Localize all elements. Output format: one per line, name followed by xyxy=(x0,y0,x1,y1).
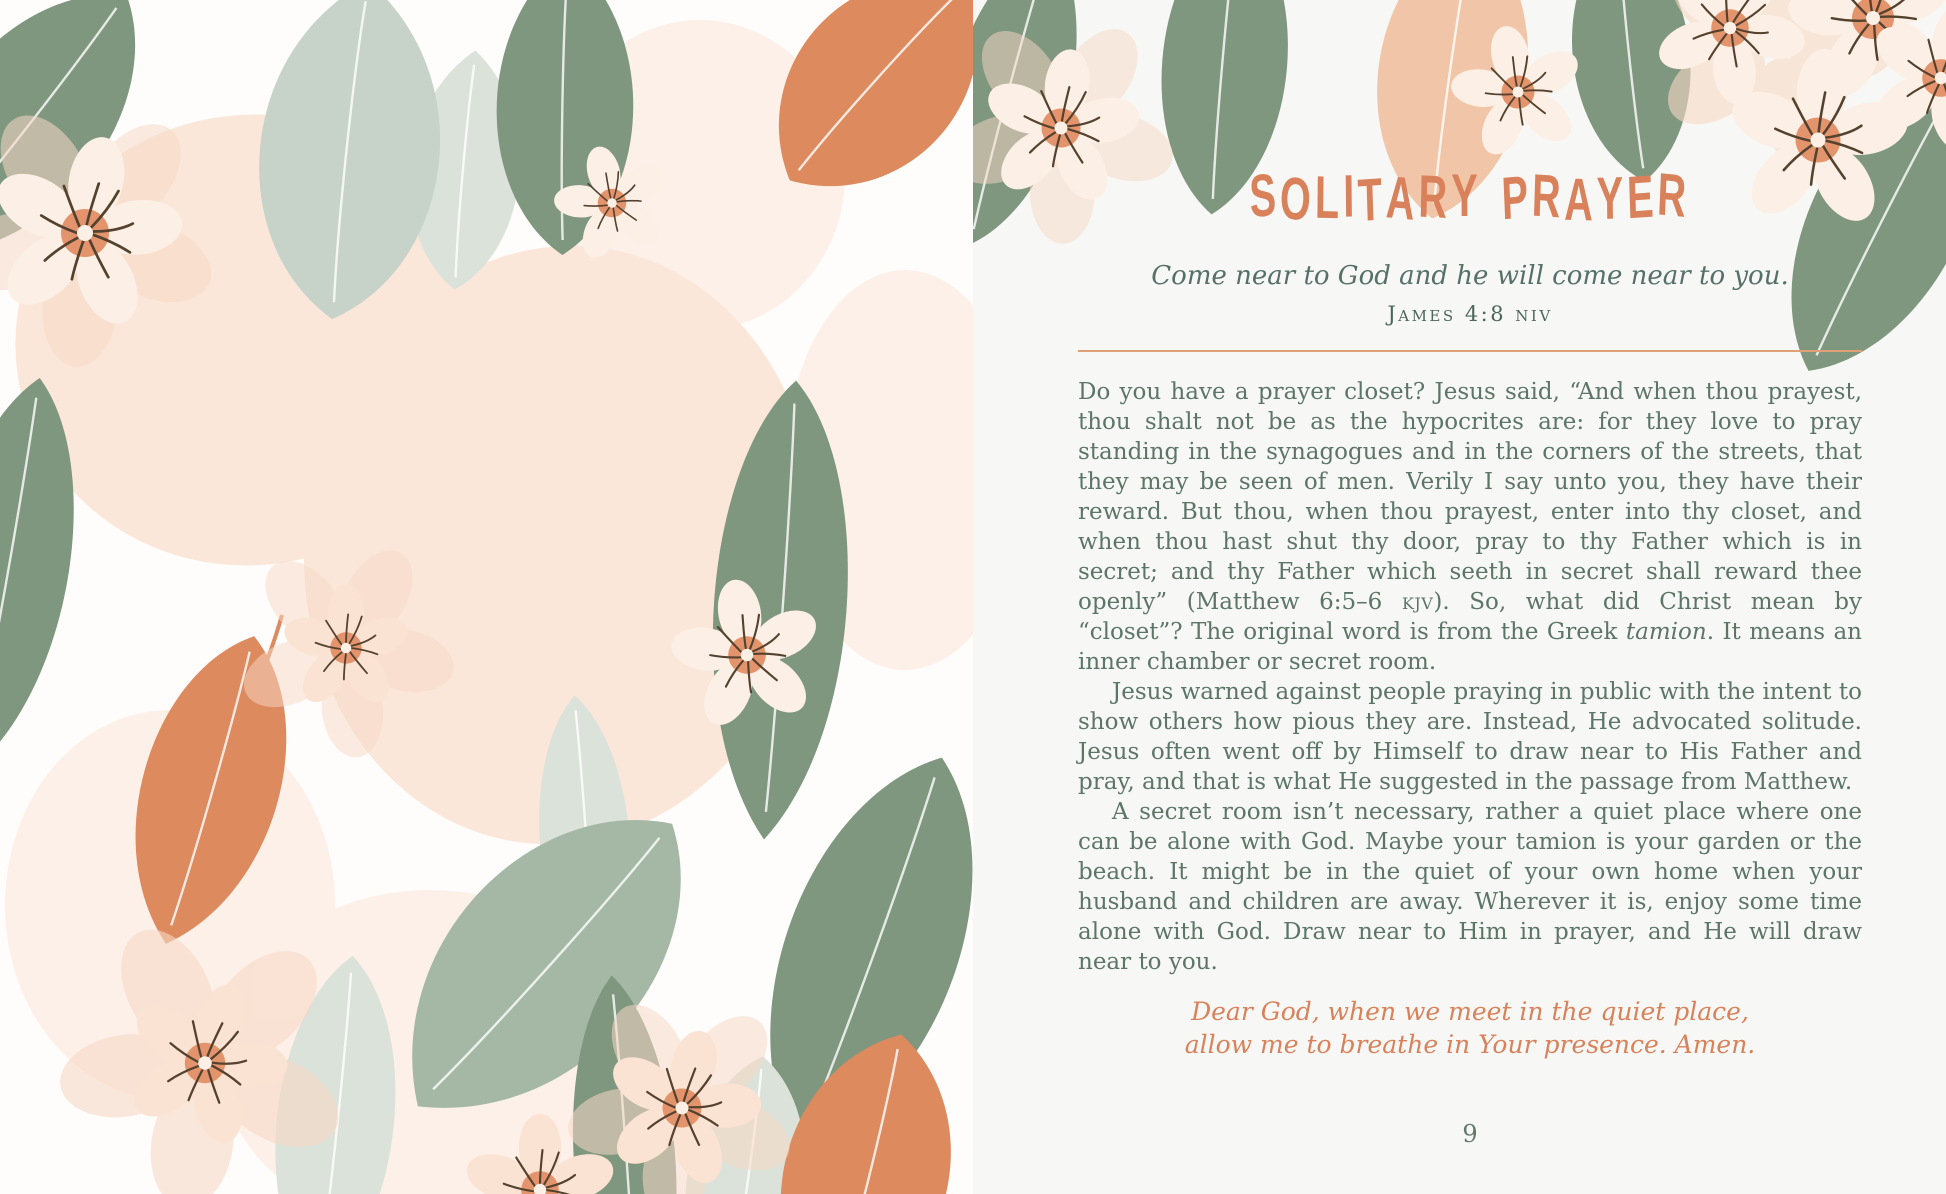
closing-prayer xyxy=(1078,995,1862,1061)
body-paragraph: Do you have a prayer closet? Jesus said, “And when thou prayest, thou shalt not be as the hypocrites are: for they love to pray standing in the synagogues and in the corners of the streets, that they may be seen of men. Verily I say unto you, they have their reward. But thou, when thou prayest, enter into thy closet, and when thou hast shut thy door, pray to thy Father which is in secret; and thy Father which seeth in secret shall reward thee openly” (Matthew 6:5–6 kjv). So, what did Christ mean by “closet”? The original word is from the Greek tamion. It means an inner chamber or secret room. xyxy=(1078,378,1862,675)
divider-rule xyxy=(1078,350,1862,352)
prayer-line: Dear God, when we meet in the quiet place, xyxy=(1191,996,1749,1026)
body-paragraph: Jesus warned against people praying in public with the intent to show others how pious they are. Instead, He advocated solitude. Jesus often went off by Himself to draw near to His Father and pray, and that is what He suggested in the passage from Matthew. xyxy=(1078,678,1862,795)
prayer-line: allow me to breathe in Your presence. Amen. xyxy=(1184,1029,1756,1059)
body-text xyxy=(1078,377,1862,977)
scripture-reference: James 4:8 niv xyxy=(1387,301,1553,326)
right-page xyxy=(973,0,1946,1194)
text-column xyxy=(1078,0,1862,1194)
scripture-quote: Come near to God and he will come near to you. xyxy=(1151,261,1789,291)
chapter-title: SOLITARY PRAYER xyxy=(1248,160,1692,235)
page-number: 9 xyxy=(1462,1120,1478,1148)
body-paragraph: A secret room isn’t necessary, rather a quiet place where one can be alone with God. Maybe your tamion is your garden or the beach. It might be in the quiet of your own home when your husband and children are away. Wherever it is, enjoy some time alone with God. Draw near to Him in prayer, and He will draw near to you. xyxy=(1078,798,1862,975)
